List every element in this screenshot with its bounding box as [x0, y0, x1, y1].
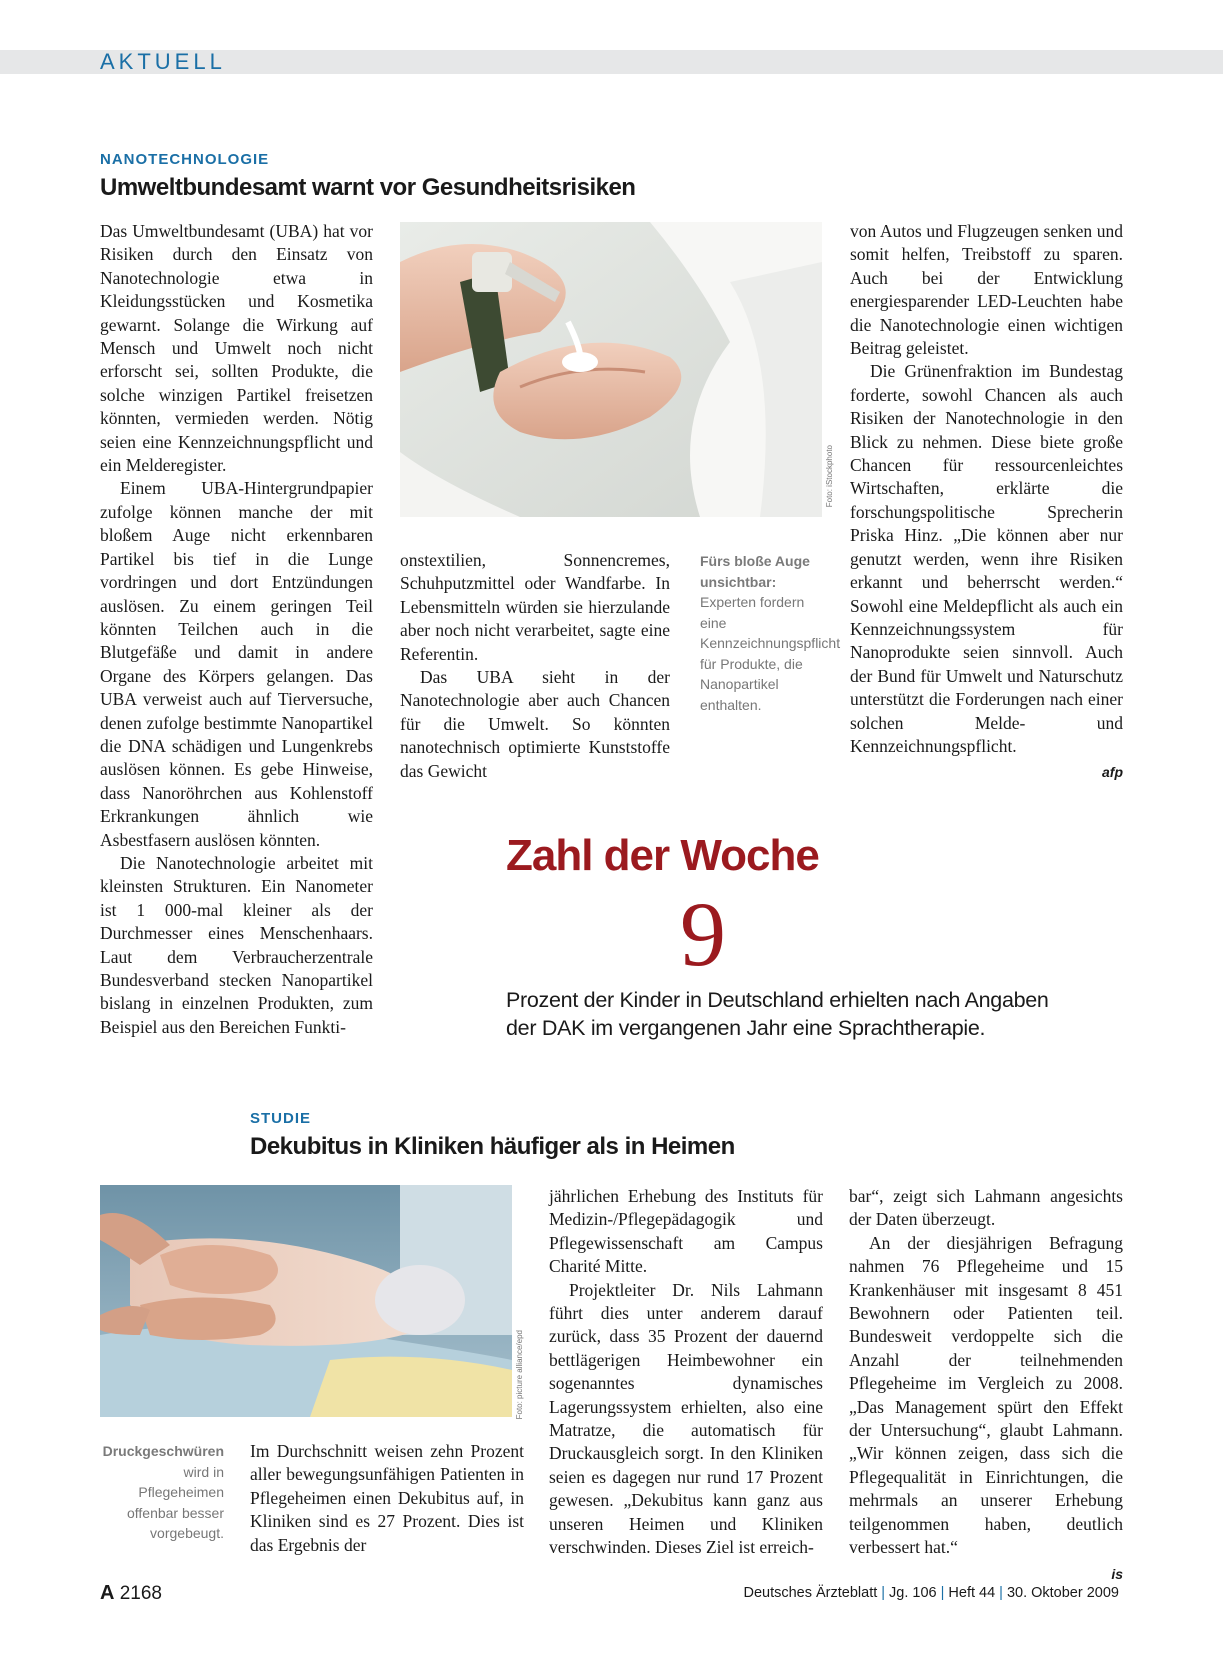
article1-headline: Umweltbundesamt warnt vor Gesundheitsrisiken — [100, 174, 636, 201]
paragraph: An der diesjährigen Befragung nahmen 76 Pflegeheime und 15 Krankenhäuser mit insgesamt 8 451 Bewohnern oder Patienten teil. Bundesweit verdoppelte sich die Anzahl der teilnehmenden Pflegeheime im Vergleich zu 2008. „Das Management spürt den Effekt der Untersuchung“, glaubt Lahmann. „Wir können zeigen, dass sich die Pflegequalität in Einrichtungen, die mehrmals an unserer Erhebung teilgenommen haben, deutlich verbessert hat.“ — [849, 1232, 1123, 1558]
article2-headline: Dekubitus in Kliniken häufiger als in Heimen — [250, 1133, 735, 1160]
paragraph: Das UBA sieht in der Nanotechnologie aber auch Chancen für die Umwelt. So könnten nanotechnisch optimierte Kunststoffe das Gewicht — [400, 667, 670, 781]
article1-column-2 — [400, 549, 670, 783]
caption-bold: Druckgeschwüren — [102, 1443, 224, 1459]
paragraph: onstextilien, Sonnencremes, Schuhputzmittel oder Wandfarbe. In Lebensmitteln würden sie hierzulande aber noch nicht verarbeitet, sagte eine Referentin. — [400, 550, 670, 664]
paragraph: von Autos und Flugzeugen senken und somit helfen, Treibstoff zu sparen. Auch bei der Entwicklung energiesparender LED-Leuchten habe die Nanotechnologie einen wichtigen Beitrag geleistet. — [850, 221, 1123, 359]
article2-kicker: STUDIE — [250, 1110, 312, 1127]
article1-column-3 — [850, 220, 1123, 785]
article1-caption — [700, 551, 841, 715]
lotion-hand-image — [400, 222, 822, 517]
massage-image — [100, 1185, 512, 1417]
journal-date: 30. Oktober 2009 — [1006, 1585, 1119, 1601]
caption-text: wird in Pflegeheimen offenbar besser vorgebeugt. — [126, 1463, 224, 1541]
paragraph: Die Grünenfraktion im Bundestag forderte, sowohl Chancen als auch Risiken der Nanotechnologie in den Blick zu nehmen. Diese biete große Chancen für ressourcenleichtes Wirtschaften, erklärte die forschungspolitische Sprecherin Priska Hinz. „Die können aber nur genutzt werden, wenn ihre Risiken erkannt und beherrscht werden.“ Sowohl eine Meldepflicht als auch ein Kennzeichnungssystem für Nanoprodukte seien sinnvoll. Auch der Bund für Umwelt und Naturschutz unterstützt die Forderungen nach einer solchen Melde- und Kennzeichnungspflicht. — [850, 361, 1123, 756]
article2-photo — [100, 1185, 512, 1417]
paragraph: Die Nanotechnologie arbeitet mit kleinsten Strukturen. Ein Nanometer ist 1 000-mal kleiner als der Durchmesser eines Menschenhaars. Laut dem Verbraucherzentrale Bundesverband stecken Nanopartikel bislang in einzelnen Produkten, zum Beispiel aus den Bereichen Funkti- — [100, 852, 373, 1037]
paragraph: Im Durchschnitt weisen zehn Prozent aller bewegungsunfähigen Patienten in Pflegeheimen einen Dekubitus auf, in Kliniken sind es 27 Prozent. Dies ist das Ergebnis der — [250, 1441, 524, 1555]
article2-photo-credit: Foto: picture alliance/epd — [515, 1330, 524, 1420]
paragraph: jährlichen Erhebung des Instituts für Medizin-/Pflegepädagogik und Pflegewissenschaft am Campus Charité Mitte. — [549, 1186, 823, 1277]
article1-signature: afp — [1102, 764, 1123, 781]
zahl-number: 9 — [680, 883, 726, 985]
article2-column-2 — [549, 1185, 823, 1560]
page-prefix: A — [100, 1582, 115, 1604]
zahl-title: Zahl der Woche — [506, 831, 819, 880]
paragraph: Einem UBA-Hintergrundpapier zufolge können manche der mit bloßem Auge nicht erkennbaren Partikel bis tief in die Lunge vordringen und dort Entzündungen auslösen. Zu einem geringen Teil könnten Teilchen auch in die Blutgefäße und damit in andere Organe des Körpers gelangen. Das UBA verweist auch auf Tierversuche, denen zufolge bestimmte Nanopartikel die DNA schädigen und Lungenkrebs auslösen können. Es gebe Hinweise, dass Nanoröhrchen aus Kohlenstoff Erkrankungen ähnlich wie Asbestfasern auslösen könnten. — [100, 478, 373, 850]
section-label: AKTUELL — [100, 49, 226, 74]
paragraph: Projektleiter Dr. Nils Lahmann führt dies unter anderem darauf zurück, dass 35 Prozent der dauernd bettlägerigen Heimbewohner ein sogenanntes dynamisches Lagerungssystem erhielten, also eine Matratze, die automatisch für Druckausgleich sorgt. In den Kliniken seien es dagegen nur rund 17 Prozent gewesen. „Dekubitus kann ganz aus unseren Heimen und Kliniken verschwinden. Dieses Ziel ist erreich- — [549, 1279, 823, 1558]
journal-name: Deutsches Ärzteblatt — [743, 1585, 878, 1601]
caption-text: Experten fordern eine Kennzeichnungspflicht für Produkte, die Nanopartikel enthalten. — [700, 594, 841, 713]
caption-bold: Fürs bloße Auge unsichtbar: — [700, 553, 810, 590]
article1-kicker: NANOTECHNOLOGIE — [100, 151, 270, 168]
page-number — [100, 1582, 162, 1605]
paragraph: bar“, zeigt sich Lahmann angesichts der Daten überzeugt. — [849, 1186, 1123, 1230]
article2-caption — [100, 1441, 224, 1544]
journal-volume: Jg. 106 — [889, 1585, 937, 1601]
article1-column-1 — [100, 220, 373, 1039]
journal-info: Deutsches Ärzteblatt | Jg. 106 | Heft 44 | 30. Oktober 2009 — [743, 1585, 1119, 1601]
paragraph: Das Umweltbundesamt (UBA) hat vor Risiken durch den Einsatz von Nanotechnologie etwa in Kleidungsstücken und Kosmetika gewarnt. Solange die Wirkung auf Mensch und Umwelt noch nicht erforscht sei, sollten Produkte, die solche winzigen Partikel freisetzen könnten, vermieden werden. Nötig seien eine Kennzeichnungspflicht und ein Melderegister. — [100, 221, 373, 476]
article1-photo — [400, 222, 822, 517]
journal-issue: Heft 44 — [948, 1585, 996, 1601]
article2-column-1 — [250, 1440, 524, 1557]
page-number-value: 2168 — [119, 1583, 163, 1604]
zahl-text: Prozent der Kinder in Deutschland erhielten nach Angaben der DAK im vergangenen Jahr eine Sprachtherapie. — [506, 988, 1049, 1040]
article2-signature: is — [1111, 1565, 1123, 1582]
article1-photo-credit: Foto: iStockphoto — [825, 445, 834, 508]
article2-column-3 — [849, 1185, 1123, 1586]
